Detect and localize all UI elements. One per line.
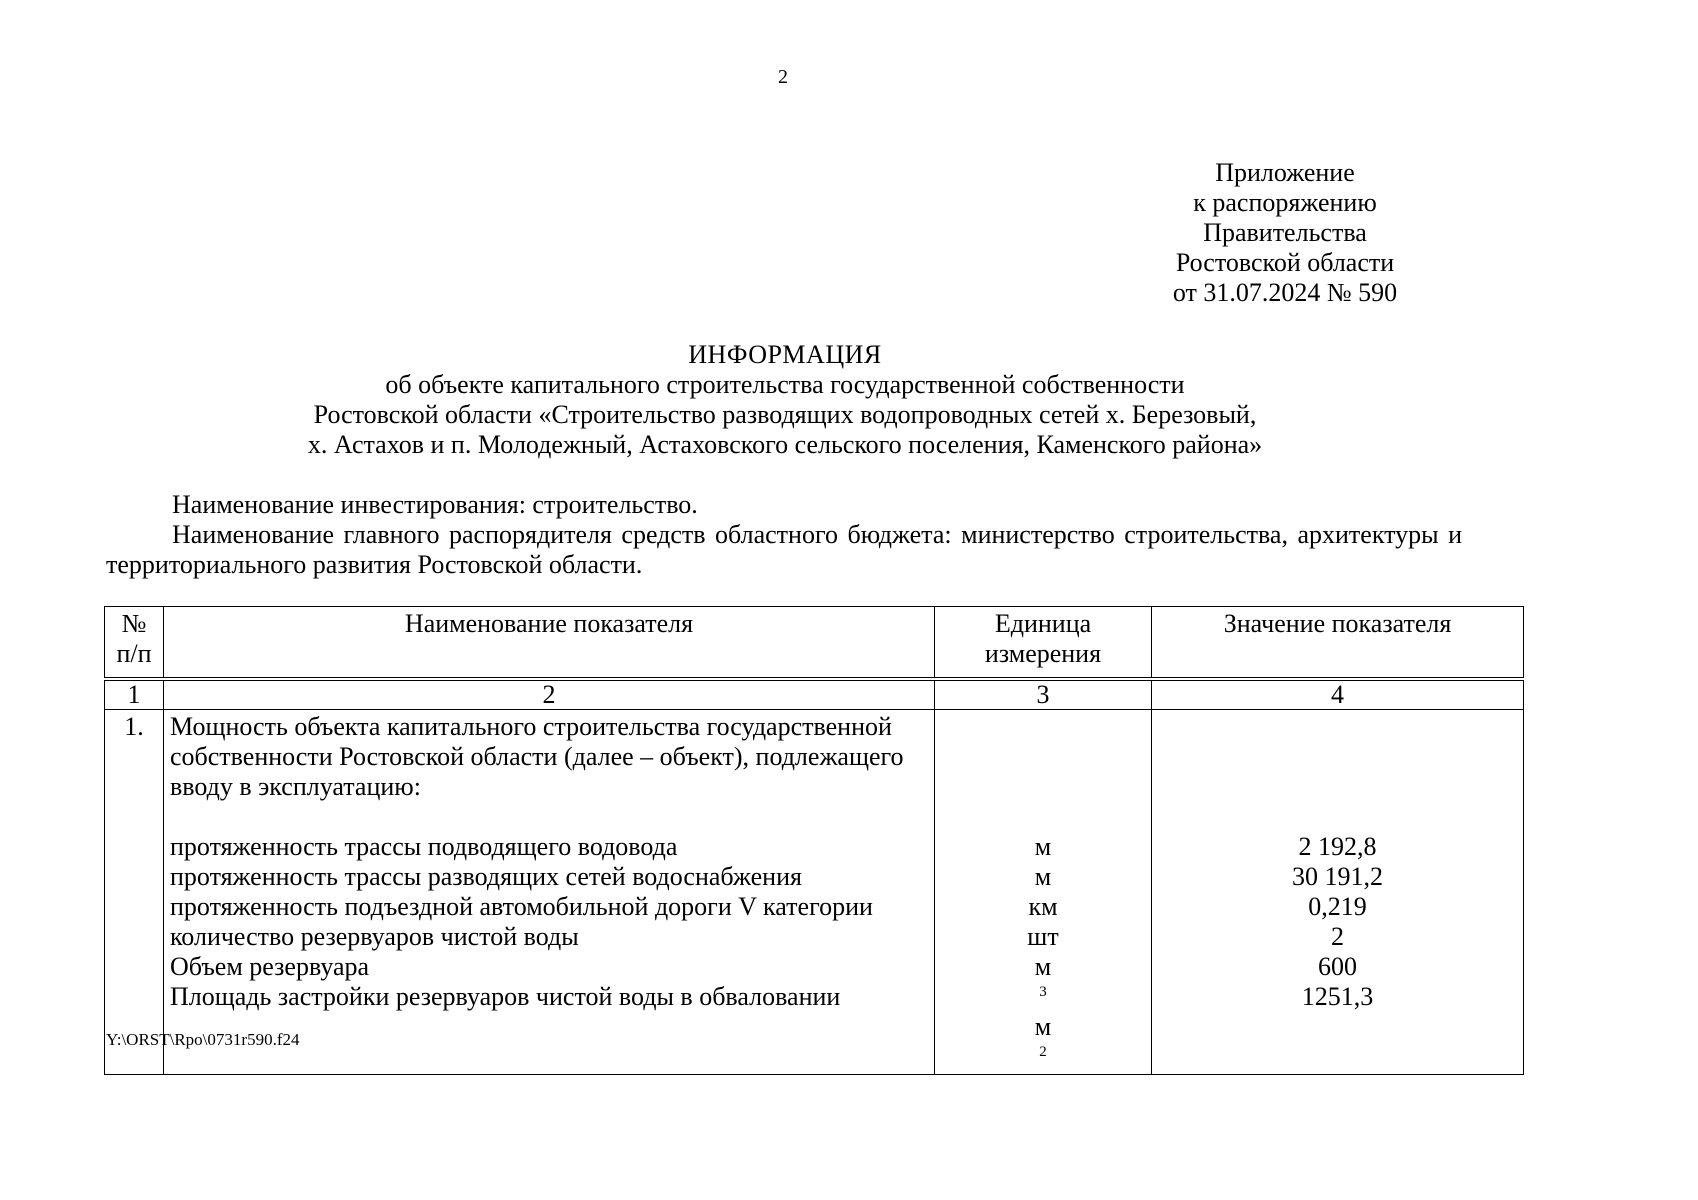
indicator-unit: м $^2$ bbox=[1034, 1012, 1052, 1060]
indicator-name: протяженность трассы подводящего водовода bbox=[170, 832, 678, 861]
title-line: х. Астахов и п. Молодежный, Астаховского сельского поселения, Каменского района» bbox=[307, 430, 1263, 459]
appendix-line: Правительства bbox=[1203, 218, 1367, 247]
indicator-value: 2 192,8 bbox=[1298, 832, 1377, 861]
indicator-unit: м bbox=[1034, 862, 1052, 891]
header-value: Значение показателя bbox=[1152, 607, 1524, 680]
title-line: об объекте капитального строительства государственной собственности bbox=[385, 370, 1185, 399]
appendix-line: Приложение bbox=[1215, 158, 1355, 187]
column-number: 2 bbox=[164, 679, 935, 710]
appendix-line: Ростовской области bbox=[1175, 248, 1395, 277]
indicator-value: 600 bbox=[1318, 952, 1357, 981]
indicator-name: протяженность подъездной автомобильной дороги V категории bbox=[170, 892, 873, 921]
document-title bbox=[160, 340, 1410, 460]
appendix-line: к распоряжению bbox=[1193, 188, 1377, 217]
table-header-row bbox=[105, 607, 1524, 680]
column-number-row bbox=[105, 679, 1524, 710]
indicator-value: 1251,3 bbox=[1301, 982, 1374, 1011]
appendix-block bbox=[1100, 158, 1470, 308]
indicators-table bbox=[104, 606, 1524, 1075]
column-number: 4 bbox=[1152, 679, 1524, 710]
row-title: Мощность объекта капитального строительства государственной собственности Ростовской области (далее – объект), подлежащего вводу в эксплуатацию: bbox=[170, 712, 904, 801]
row-indicators bbox=[164, 710, 935, 1075]
indicator-name: протяженность трассы разводящих сетей водоснабжения bbox=[170, 862, 802, 891]
indicator-value: 30 191,2 bbox=[1292, 862, 1383, 891]
indicator-name: Объем резервуара bbox=[170, 952, 370, 981]
title-line: Ростовской области «Строительство разводящих водопроводных сетей х. Березовый, bbox=[313, 400, 1257, 429]
indicator-unit: шт bbox=[1027, 922, 1059, 951]
indicator-value: 0,219 bbox=[1308, 892, 1367, 921]
title-heading: ИНФОРМАЦИЯ bbox=[688, 340, 882, 369]
indicator-value: 2 bbox=[1331, 922, 1344, 951]
intro-text bbox=[106, 490, 1462, 580]
row-number: 1. bbox=[105, 710, 164, 1075]
header-name: Наименование показателя bbox=[164, 607, 935, 680]
row-values bbox=[1152, 710, 1524, 1075]
investment-type: Наименование инвестирования: строительство. bbox=[172, 490, 698, 519]
row-units bbox=[935, 710, 1152, 1075]
appendix-date-number: от 31.07.2024 № 590 bbox=[1172, 278, 1398, 307]
indicator-name: Площадь застройки резервуаров чистой воды в обваловании bbox=[170, 982, 841, 1011]
indicator-name: количество резервуаров чистой воды bbox=[170, 922, 579, 951]
file-path: Y:\ORST\Rpo\0731r590.f24 bbox=[106, 1030, 300, 1049]
budget-manager: Наименование главного распорядителя средств областного бюджета: министерство строительства, архитектуры и территориального развития Ростовской области. bbox=[106, 520, 1462, 579]
indicator-unit: км bbox=[1028, 892, 1058, 921]
table-row bbox=[105, 710, 1524, 1075]
column-number: 1 bbox=[105, 679, 164, 710]
header-num: № п/п bbox=[105, 607, 164, 680]
header-unit: Единица измерения bbox=[935, 607, 1152, 680]
page-number: 2 bbox=[778, 66, 788, 88]
column-number: 3 bbox=[935, 679, 1152, 710]
indicator-unit: м bbox=[1034, 832, 1052, 861]
indicator-unit: м $^3$ bbox=[1034, 952, 1052, 1000]
